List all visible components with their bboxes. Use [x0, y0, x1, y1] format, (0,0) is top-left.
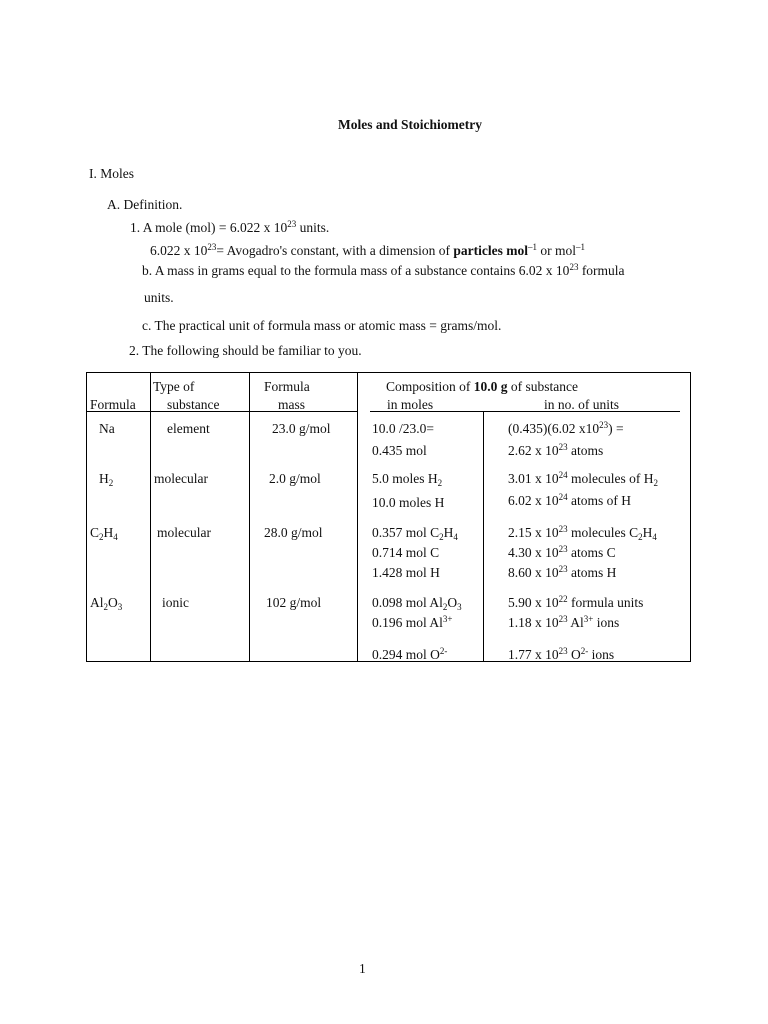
header-units: in no. of units — [544, 397, 620, 412]
type-cell: molecular — [154, 471, 208, 486]
subsection-heading: A. Definition. — [107, 197, 183, 212]
mass-cell: 28.0 g/mol — [264, 525, 323, 540]
formula-cell: $C_2H_4$ — [90, 525, 118, 542]
header-mass: mass — [278, 397, 305, 412]
moles-cell: 0.435 mol — [372, 443, 427, 458]
header-moles: in moles — [387, 397, 434, 412]
moles-cell: 0.196 mol $Al^{3+}$ — [372, 614, 453, 630]
item-b: b. A mass in grams equal to the formula mass of a substance contains 6.02 x $10^{23}$ formula — [142, 262, 625, 278]
moles-cell: 1.428 mol H — [372, 565, 440, 580]
formula-cell: $H_2$ — [99, 471, 114, 488]
header-type: substance — [167, 397, 220, 412]
mass-cell: 2.0 g/mol — [269, 471, 321, 486]
moles-cell: 5.0 moles $H_2$ — [372, 471, 443, 488]
moles-cell: 0.714 mol C — [372, 545, 440, 560]
section-heading: I. Moles — [89, 166, 134, 181]
units-cell: 8.60 x $10^{23}$ atoms H — [508, 564, 617, 580]
item-c: c. The practical unit of formula mass or atomic mass = grams/mol. — [142, 318, 502, 333]
page-title: Moles and Stoichiometry — [338, 117, 482, 132]
header-type: Type of — [153, 379, 195, 394]
units-cell: (0.435)(6.02 $x10^{23}$) = — [508, 420, 624, 436]
header-formula: Formula — [90, 397, 136, 412]
units-cell: 1.77 x $10^{23}$ $O^{2-}$ ions — [508, 646, 615, 662]
table-column-divider — [357, 373, 358, 661]
item-b-cont: units. — [144, 290, 174, 305]
units-cell: 3.01 x $10^{24}$ molecules of $H_2$ — [508, 470, 658, 488]
mass-cell: 102 g/mol — [266, 595, 322, 610]
moles-cell: 0.357 mol $C_2H_4$ — [372, 525, 458, 542]
units-cell: 1.18 x $10^{23}$ $Al^{3+}$ ions — [508, 614, 620, 630]
formula-cell: $Al_2O_3$ — [90, 595, 123, 612]
units-cell: 2.62 x $10^{23}$ atoms — [508, 442, 604, 458]
page-number: 1 — [359, 961, 366, 976]
mass-cell: 23.0 g/mol — [272, 421, 331, 436]
item-2: 2. The following should be familiar to you. — [129, 343, 362, 358]
units-cell: 4.30 x $10^{23}$ atoms C — [508, 544, 616, 560]
units-cell: 2.15 x $10^{23}$ molecules $C_2H_4$ — [508, 524, 657, 542]
item-1: 1. A mole (mol) = 6.022 x $10^{23}$ units. — [130, 219, 330, 235]
header-mass: Formula — [264, 379, 310, 394]
units-cell: 5.90 x $10^{22}$ formula units — [508, 594, 644, 610]
type-cell: molecular — [157, 525, 211, 540]
units-cell: 6.02 x $10^{24}$ atoms of H — [508, 492, 631, 508]
avogadro-line: 6.022 x $10^{23}=$ Avogadro's constant, with a dimension of particles mol$^{-1}$ or mol$^{-1}$ — [150, 242, 585, 258]
type-cell: ionic — [162, 595, 189, 610]
moles-cell: 10.0 moles H — [372, 495, 445, 510]
moles-cell: 0.098 mol $Al_2O_3$ — [372, 595, 462, 612]
table-column-divider — [249, 373, 250, 661]
table-column-divider — [150, 373, 151, 661]
type-cell: element — [167, 421, 210, 436]
moles-cell: 0.294 mol $O^{2-}$ — [372, 646, 448, 662]
moles-cell: 10.0 /23.0= — [372, 421, 434, 436]
table-column-divider — [483, 411, 484, 661]
header-composition: Composition of 10.0 g of substance — [386, 379, 578, 394]
formula-cell: Na — [99, 421, 115, 436]
composition-table — [86, 372, 691, 662]
